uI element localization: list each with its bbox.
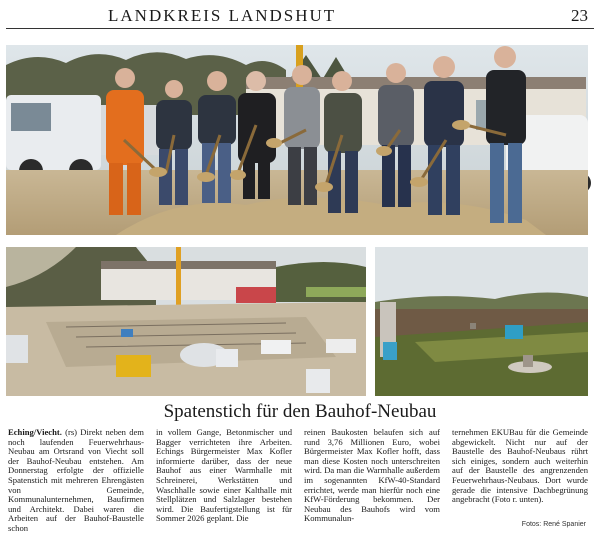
page-number: 23 — [571, 6, 588, 25]
group-spatenstich-photo — [6, 45, 588, 235]
article-column-2: in vollem Gange, Betonmischer und Bagger verrichteten ihre Arbeiten. Echings Bürgermeister Max Kofler informierte darüber, dass der neue Bauhof aus einer Warmhalle mit Schreinerei, Werkstätten und Waschhalle sowie einer Kalthalle mit Stellplätzen und Salzlager bestehen wird. Die Baufertigstellung ist für Sommer 2026 geplant. Die — [156, 427, 292, 524]
article-headline: Spatenstich für den Bauhof-Neubau — [163, 401, 437, 422]
article-column-1 — [8, 427, 144, 533]
article-column-4: ternehmen EKUBau für die Gemeinde abgewickelt. Nicht nur auf der Baustelle des Bauhof-Neubaus rührt sich einiges, sondern auch weiterhin auf der Baustelle des angrenzenden Feuerwehrhaus-Neubaus. Dort wurde gerade die intensive Dachbegrünung angebracht (Foto r. unten). — [452, 427, 588, 505]
construction-site-aerial-photo — [6, 247, 366, 396]
page-header — [0, 0, 600, 30]
article-column-3: reinen Baukosten belaufen sich auf rund 3,76 Millionen Euro, wobei Bürgermeister Max Kofler hofft, dass man diese Kosten noch unterschreiten wird. Da man die Warmhalle außerdem im sogenannten KfW-40-Standard errichtet, werde man hierfür noch eine KfW-Förderung bekommen. Der Neubau des Bauhofs wird vom Kommunalun- — [304, 427, 440, 524]
region-title: LANDKREIS LANDSHUT — [108, 6, 337, 25]
header-rule — [6, 28, 594, 29]
green-roof-photo — [375, 247, 588, 396]
column-text: Direkt neben dem noch laufenden Feuerwehrhaus-Neubau am Ortsrand von Viecht soll der Bauhof-Neubau entstehen. Am Donnerstag erfolgte der offizielle Spatenstich mit mehreren Ehrengästen von Gemeinde, Kommunalunternehmen, Baufirmen und Architekt. Dabei waren die Arbeiten auf der Bauhof-Baustelle schon — [8, 427, 144, 533]
dateline: Eching/Viecht. — [8, 427, 62, 437]
author-code: (rs) — [65, 427, 78, 437]
photo-credit: Fotos: René Spanier — [521, 521, 586, 528]
